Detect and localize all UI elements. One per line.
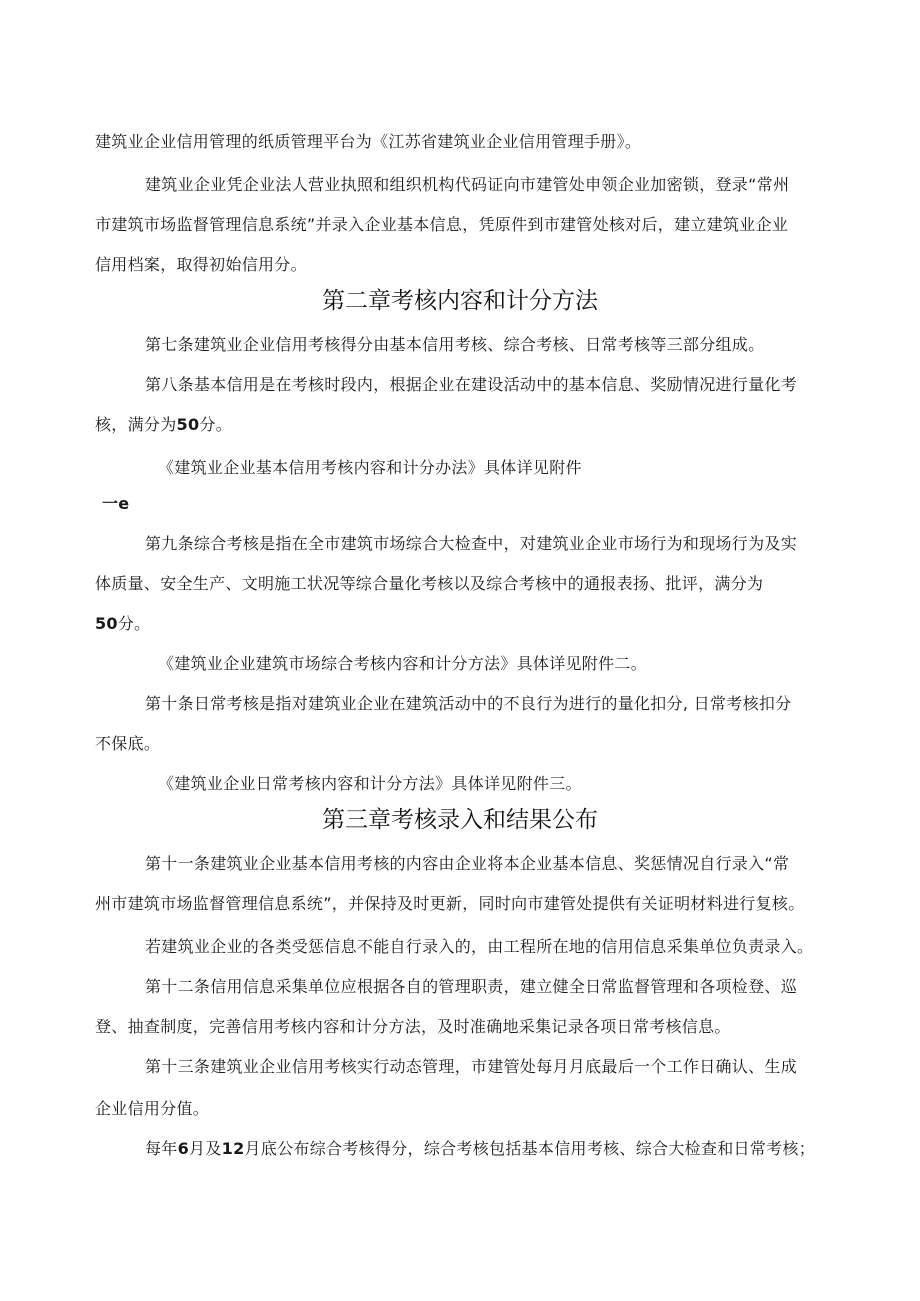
text-run: 分。 — [199, 415, 232, 434]
text-run: 分。 — [117, 614, 151, 633]
article-7: 第七条建筑业企业信用考核得分由基本信用考核、综合考核、日常考核等三部分组成。 — [145, 335, 765, 354]
text-run: 每年 — [145, 1139, 178, 1158]
month-value: 12 — [221, 1139, 245, 1158]
paragraph-line: 市建筑市场监督管理信息系统”并录入企业基本信息，凭原件到市建管处核对后，建立建筑业企业 — [95, 215, 789, 234]
appendix-reference-1-tail: 一e — [102, 494, 130, 513]
appendix-reference-3: 《建筑业企业日常考核内容和计分方法》具体详见附件三。 — [158, 774, 582, 793]
article-10-line: 第十条日常考核是指对建筑业企业在建筑活动中的不良行为进行的量化扣分, 日常考核扣分 — [145, 694, 792, 713]
paragraph-line: 建筑业企业凭企业法人营业执照和组织机构代码证向市建管处申领企业加密锁，登录“常州 — [145, 175, 790, 194]
chapter-2-heading: 第二章考核内容和计分方法 — [322, 288, 598, 314]
article-12-line: 登、抽查制度，完善信用考核内容和计分方法，及时准确地采集记录各项日常考核信息。 — [95, 1017, 731, 1036]
text-run: 核，满分为 — [95, 415, 177, 434]
score-value: 50 — [176, 415, 200, 434]
article-10-line: 不保底。 — [95, 734, 161, 753]
article-9-line: 第九条综合考核是指在全市建筑市场综合大检查中，对建筑业企业市场行为和现场行为及实 — [145, 534, 798, 553]
appendix-reference-2: 《建筑业企业建筑市场综合考核内容和计分方法》具体详见附件二。 — [158, 654, 648, 673]
publication-schedule — [145, 1139, 815, 1159]
article-9-line — [95, 614, 150, 634]
article-13-line: 企业信用分值。 — [95, 1099, 210, 1118]
paragraph-line: 信用档案，取得初始信用分。 — [95, 255, 307, 274]
chapter-3-heading: 第三章考核录入和结果公布 — [322, 807, 598, 833]
score-value: 50 — [95, 614, 118, 633]
article-11-line: 州市建筑市场监督管理信息系统”，并保持及时更新，同时向市建管处提供有关证明材料进行复核。 — [95, 894, 805, 913]
article-9-line: 体质量、安全生产、文明施工状况等综合量化考核以及综合考核中的通报表扬、批评，满分为 — [95, 574, 764, 593]
article-11-supplement: 若建筑业企业的各类受惩信息不能自行录入的，由工程所在地的信用信息采集单位负责录入。 — [145, 937, 814, 956]
article-11-line: 第十一条建筑业企业基本信用考核的内容由企业将本企业基本信息、奖惩情况自行录入“常 — [145, 854, 790, 873]
article-8-line — [95, 415, 232, 435]
appendix-reference-1: 《建筑业企业基本信用考核内容和计分办法》具体详见附件 — [158, 458, 582, 477]
paragraph-intro: 建筑业企业信用管理的纸质管理平台为《江苏省建筑业企业信用管理手册》。 — [95, 132, 642, 151]
article-8-line: 第八条基本信用是在考核时段内，根据企业在建设活动中的基本信息、奖励情况进行量化考 — [145, 375, 798, 394]
text-run: 月底公布综合考核得分，综合考核包括基本信用考核、综合大检查和日常考核； — [244, 1139, 816, 1158]
article-13-line: 第十三条建筑业企业信用考核实行动态管理，市建管处每月月底最后一个工作日确认、生成 — [145, 1057, 798, 1076]
month-value: 6 — [177, 1139, 190, 1158]
text-run: 月及 — [189, 1139, 222, 1158]
article-12-line: 第十二条信用信息采集单位应根据各自的管理职责，建立健全日常监督管理和各项检登、巡 — [145, 977, 798, 996]
